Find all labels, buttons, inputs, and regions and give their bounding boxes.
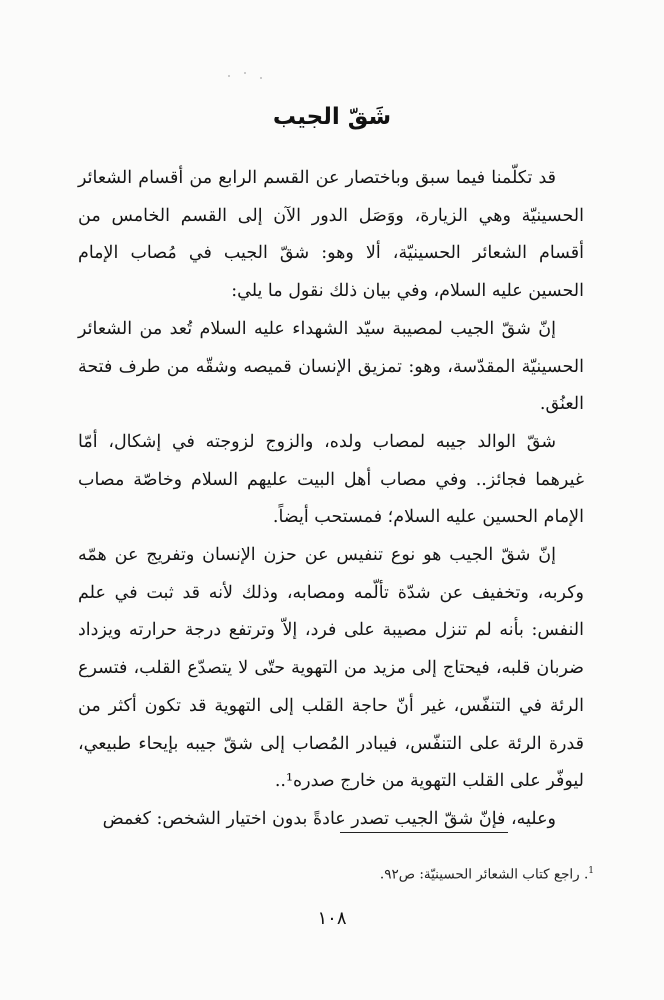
footnote [380,866,594,883]
paragraph-1: قد تكلّمنا فيما سبق وباختصار عن القسم الرابع من أقسام الشعائر الحسينيّة وهي الزيارة، ووَصَل الدور الآن إلى القسم الخامس من أقسام الشعائر الحسينيّة، ألا وهو: شقّ الجيب في مُصاب الإمام الحسين عليه السلام، وفي بيان ذلك نقول ما يلي: [78,168,584,302]
footnote-marker: 1 [588,866,594,876]
paragraph-3: شقّ الوالد جيبه لمصاب ولده، والزوج لزوجته في إشكال، أمّا غيرهما فجائز.. وفي مصاب أهل البيت عليهم السلام وخاصّة مصاب الإمام الحسين عليه السلام؛ فمستحب أيضاً. [78,431,584,528]
page-number: ١٠٨ [317,908,347,929]
page-body [78,160,584,839]
scan-specks [226,72,266,82]
paragraph-2: إنّ شقّ الجيب لمصيبة سيّد الشهداء عليه السلام تُعد من الشعائر الحسينيّة المقدّسة، وهو: تمزيق الإنسان قميصه وشقّه من طرف فتحة العنُق. [78,318,584,415]
footnote-divider [340,832,508,833]
footnote-text: . راجع كتاب الشعائر الحسينيّة: ص٩٢. [379,866,589,883]
paragraph-5: وعليه، فإنّ شقّ الجيب تصدر عادةً بدون اختيار الشخص: كغمض [102,808,556,829]
page-title: شَقّ الجيب [272,104,392,130]
paragraph-4: إنّ شقّ الجيب هو نوع تنفيس عن حزن الإنسان وتفريج عن همّه وكربه، وتخفيف عن شدّة تألّمه ومصابه، وذلك لأنه قد ثبت في علم النفس: بأنه لم تنزل مصيبة على فرد، إلاّ وترتفع درجة حرارته ويزداد ضربان قلبه، فيحتاج إلى مزيد من التهوية حتّى لا يتصدّع القلب، فتسرع الرئة في التنفّس، غير أنّ حاجة القلب إلى التهوية قد تكون أكثر من قدرة الرئة على التنفّس، فيبادر المُصاب إلى شقّ جيبه بإيحاء طبيعي، ليوفّر على القلب التهوية من خارج صدره¹.. [78,545,584,792]
